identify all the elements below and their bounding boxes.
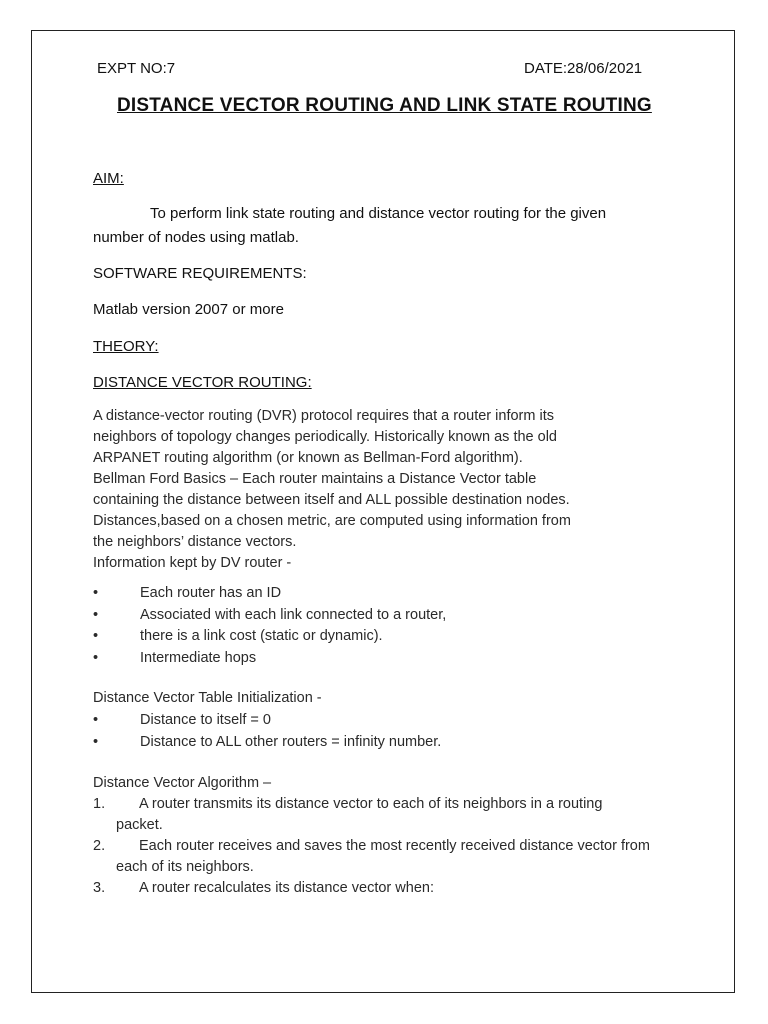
dv-routing-heading: DISTANCE VECTOR ROUTING: (93, 374, 312, 391)
list-item: 1. A router transmits its distance vector to each of its neighbors in a routing packet. (93, 796, 603, 833)
aim-heading: AIM: (93, 170, 124, 187)
dv-theory-paragraph (93, 406, 571, 574)
bullet-icon: • (93, 606, 99, 623)
experiment-number: EXPT NO:7 (97, 60, 176, 77)
bullet-icon: • (93, 733, 99, 750)
bullet-icon: • (93, 628, 99, 644)
paragraph-line: neighbors of topology changes periodically. Historically known as the old (93, 429, 557, 445)
list-item: • Associated with each link connected to a router, (93, 605, 693, 627)
init-list (93, 710, 693, 753)
init-heading: Distance Vector Table Initialization - (93, 690, 322, 706)
paragraph-line: Distances,based on a chosen metric, are computed using information from (93, 513, 571, 529)
list-item: • Each router has an ID (93, 583, 693, 605)
paragraph-line: the neighbors’ distance vectors. (93, 534, 297, 550)
list-item: 2. Each router receives and saves the most recently received distance vector from each of its neighbors. (93, 838, 650, 875)
paragraph-line: ARPANET routing algorithm (or known as Bellman-Ford algorithm). (93, 450, 523, 466)
algo-heading: Distance Vector Algorithm – (93, 775, 272, 791)
list-item: • Intermediate hops (93, 648, 693, 670)
aim-text-line-2: number of nodes using matlab. (93, 229, 299, 246)
paragraph-line: Information kept by DV router - (93, 555, 292, 571)
bullet-icon: • (93, 585, 99, 601)
paragraph-line: containing the distance between itself and ALL possible destination nodes. (93, 492, 570, 508)
software-heading: SOFTWARE REQUIREMENTS: (93, 265, 307, 282)
document-title: DISTANCE VECTOR ROUTING AND LINK STATE ROUTING (117, 95, 652, 116)
aim-text-line-1: To perform link state routing and distance vector routing for the given (150, 205, 607, 222)
theory-heading: THEORY: (93, 338, 159, 355)
software-value: Matlab version 2007 or more (93, 301, 284, 318)
experiment-date: DATE:28/06/2021 (524, 60, 643, 77)
paragraph-line: A distance-vector routing (DVR) protocol requires that a router inform its (93, 408, 554, 424)
paragraph-line: Bellman Ford Basics – Each router maintains a Distance Vector table (93, 471, 537, 487)
bullet-icon: • (93, 649, 99, 666)
list-item: • there is a link cost (static or dynamic). (93, 626, 693, 648)
list-item: • Distance to ALL other routers = infinity number. (93, 732, 693, 754)
list-item: • Distance to itself = 0 (93, 710, 693, 732)
list-item: 3. A router recalculates its distance vector when: (93, 880, 434, 896)
algo-list (93, 794, 653, 899)
bullet-icon: • (93, 712, 99, 728)
dv-info-list (93, 583, 693, 669)
